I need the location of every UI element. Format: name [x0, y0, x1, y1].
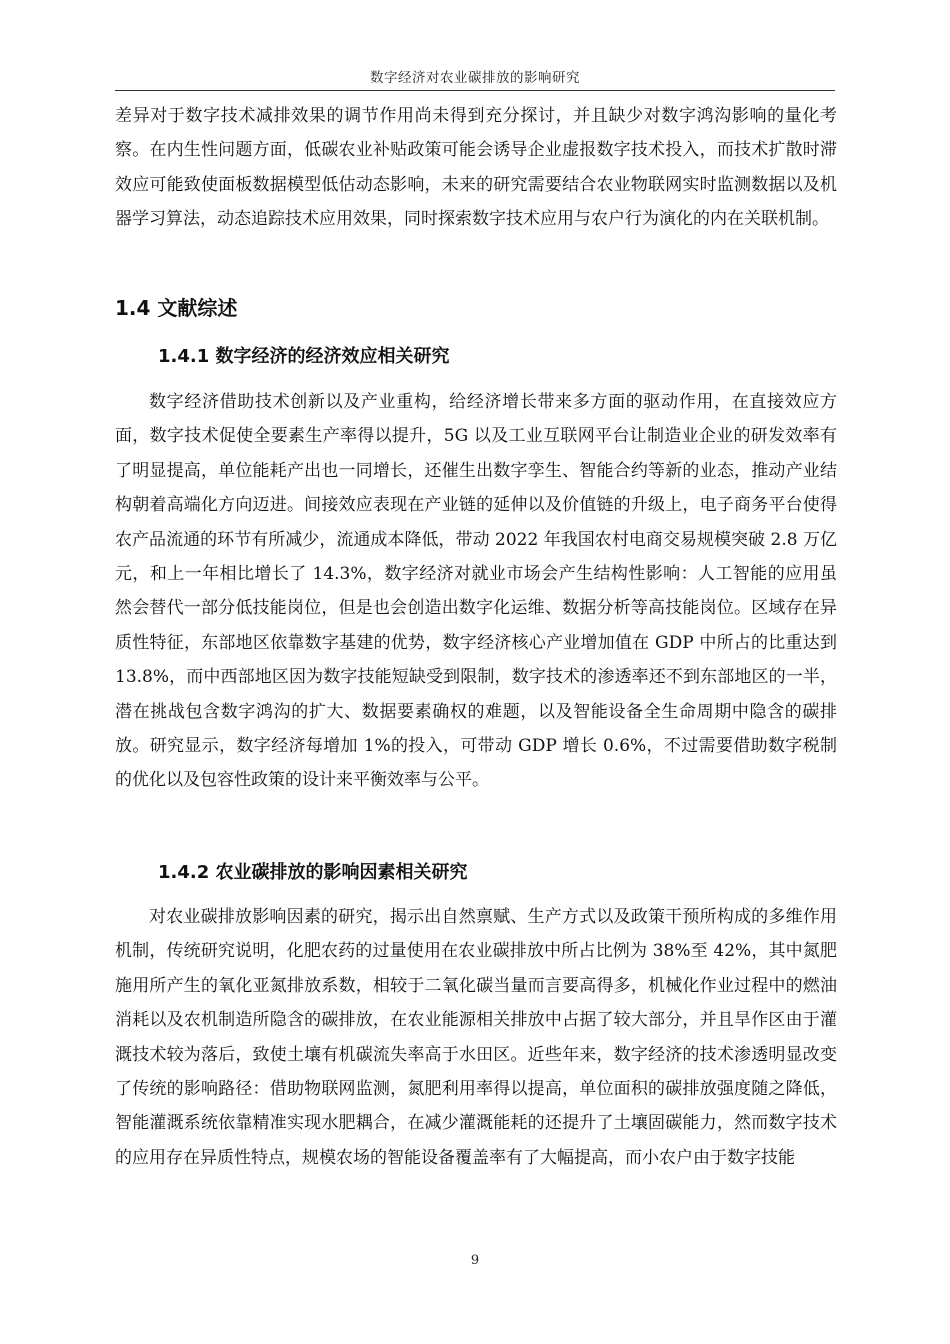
subsection-title-2: 1.4.2 农业碳排放的影响因素相关研究 [158, 862, 468, 883]
section-title: 1.4 文献综述 [115, 296, 238, 320]
subsection-2-paragraph: 对农业碳排放影响因素的研究，揭示出自然禀赋、生产方式以及政策干预所构成的多维作用机制，传统研究说明，化肥农药的过量使用在农业碳排放中所占比例为 38%至 42%，其中氮肥施用所产生的氧化亚氮排放系数，相较于二氧化碳当量而言要高得多，机械化作业过程中的燃油消耗以及农机制造所隐含的碳排放，在农业能源相关排放中占据了较大部分，并且旱作区由于灌溉技术较为落后，致使土壤有机碳流失率高于水田区。近些年来，数字经济的技术渗透明显改变了传统的影响路径：借助物联网监测，氮肥利用率得以提高，单位面积的碳排放强度随之降低，智能灌溉系统依靠精准实现水肥耦合，在减少灌溉能耗的还提升了土壤固碳能力，然而数字技术的应用存在异质性特点，规模农场的智能设备覆盖率有了大幅提高，而小农户由于数字技能 [115, 907, 837, 1168]
page-number: 9 [470, 1253, 480, 1268]
intro-paragraph: 差异对于数字技术减排效果的调节作用尚未得到充分探讨，并且缺少对数字鸿沟影响的量化考察。在内生性问题方面，低碳农业补贴政策可能会诱导企业虚报数字技术投入，而技术扩散时滞效应可能致使面板数据模型低估动态影响，未来的研究需要结合农业物联网实时监测数据以及机器学习算法，动态追踪技术应用效果，同时探索数字技术应用与农户行为演化的内在关联机制。 [115, 106, 837, 230]
subsection-title-1: 1.4.1 数字经济的经济效应相关研究 [158, 346, 450, 367]
header-rule [115, 90, 835, 91]
running-header: 数字经济对农业碳排放的影响研究 [370, 70, 580, 86]
subsection-1-paragraph: 数字经济借助技术创新以及产业重构，给经济增长带来多方面的驱动作用，在直接效应方面，数字技术促使全要素生产率得以提升，5G 以及工业互联网平台让制造业企业的研发效率有了明显提高，单位能耗产出也一同增长，还催生出数字孪生、智能合约等新的业态，推动产业结构朝着高端化方向迈进。间接效应表现在产业链的延伸以及价值链的升级上，电子商务平台使得农产品流通的环节有所减少，流通成本降低，带动 2022 年我国农村电商交易规模突破 2.8 万亿元，和上一年相比增长了 14.3%，数字经济对就业市场会产生结构性影响：人工智能的应用虽然会替代一部分低技能岗位，但是也会创造出数字化运维、数据分析等高技能岗位。区域存在异质性特征，东部地区依靠数字基建的优势，数字经济核心产业增加值在 GDP 中所占的比重达到 13.8%，而中西部地区因为数字技能短缺受到限制，数字技术的渗透率还不到东部地区的一半，潜在挑战包含数字鸿沟的扩大、数据要素确权的难题，以及智能设备全生命周期中隐含的碳排放。研究显示，数字经济每增加 1%的投入，可带动 GDP 增长 0.6%，不过需要借助数字税制的优化以及包容性政策的设计来平衡效率与公平。 [115, 392, 837, 791]
